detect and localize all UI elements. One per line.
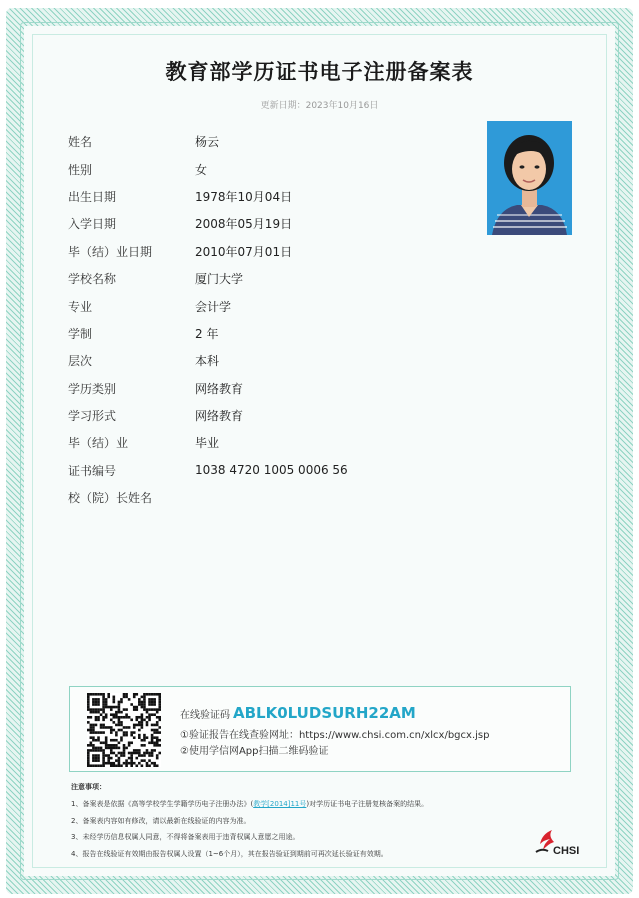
update-date: 更新日期：2023年10月16日 <box>260 101 379 111</box>
verification-code-line <box>180 704 416 722</box>
field-label: 学制 <box>68 326 93 341</box>
field-row-education-type <box>68 375 348 402</box>
chsi-logo <box>534 828 590 860</box>
field-label: 毕（结）业 <box>68 436 129 451</box>
field-label: 专业 <box>68 299 93 314</box>
field-row-president-name <box>68 484 348 511</box>
field-value: 会计学 <box>195 299 232 314</box>
verification-box <box>69 686 571 772</box>
portrait-photo <box>487 121 572 235</box>
field-value: 厦门大学 <box>195 272 244 287</box>
field-label: 毕（结）业日期 <box>68 244 153 259</box>
field-row-school <box>68 265 348 292</box>
field-label: 学校名称 <box>68 272 117 287</box>
field-value: 1978年10月04日 <box>195 189 293 204</box>
note-item-3: 3、未经学历信息权属人同意，不得将备案表用于违背权属人意愿之用途。 <box>71 833 300 841</box>
field-value: 2008年05月19日 <box>195 217 293 232</box>
document-title: 教育部学历证书电子注册备案表 <box>165 60 474 84</box>
verification-app-line: ②使用学信网App扫描二维码验证 <box>180 746 329 757</box>
regulation-link[interactable]: 教学[2014]11号 <box>253 800 307 808</box>
info-table <box>68 128 348 511</box>
field-value: 2010年07月01日 <box>195 244 293 259</box>
field-label: 证书编号 <box>68 463 117 478</box>
field-label: 入学日期 <box>68 217 117 232</box>
field-row-enrollment-date <box>68 210 348 237</box>
note-item-4: 4、报告在线验证有效期由报告权属人设置（1~6个月），其在报告验证到期前可再次延长验证有效期。 <box>71 849 388 858</box>
field-row-level <box>68 347 348 374</box>
notes-section <box>71 782 551 865</box>
field-row-study-form <box>68 402 348 429</box>
notes-title: 注意事项： <box>71 783 106 791</box>
field-label: 姓名 <box>68 135 93 150</box>
field-value: 网络教育 <box>195 409 244 424</box>
field-value: 女 <box>195 162 208 177</box>
portrait-illustration <box>487 121 572 235</box>
field-label: 层次 <box>68 354 93 369</box>
field-value: 1038 4720 1005 0006 56 <box>195 463 348 478</box>
field-row-birthdate <box>68 183 348 210</box>
note-item-1-text-post: )对学历证书电子注册复核备案的结果。 <box>306 800 429 808</box>
field-row-name <box>68 128 348 155</box>
note-item-1 <box>71 799 551 816</box>
field-row-graduation-date <box>68 238 348 265</box>
field-label: 校（院）长姓名 <box>68 491 153 506</box>
field-row-gender <box>68 155 348 182</box>
field-value: 网络教育 <box>195 381 244 396</box>
field-row-duration <box>68 320 348 347</box>
verification-code: ABLK0LUDSURH22AM <box>233 704 416 722</box>
verification-url-line: ①验证报告在线查验网址：https://www.chsi.com.cn/xlcx/bgcx.jsp <box>180 730 490 741</box>
field-row-graduation-status <box>68 429 348 456</box>
field-value: 本科 <box>195 354 220 369</box>
field-label: 出生日期 <box>68 189 117 204</box>
field-label: 性别 <box>68 162 93 177</box>
field-row-certificate-number <box>68 457 348 484</box>
note-item-1-text-pre: 1、备案表是依据《高等学校学生学籍学历电子注册办法》( <box>71 800 254 808</box>
qr-code-icon[interactable] <box>87 693 161 767</box>
field-label: 学历类别 <box>68 381 117 396</box>
field-value: 杨云 <box>195 135 220 150</box>
field-row-major <box>68 292 348 319</box>
verification-code-label: 在线验证码 <box>180 710 230 721</box>
field-value: 2 年 <box>195 326 219 341</box>
field-label: 学习形式 <box>68 409 117 424</box>
field-value: 毕业 <box>195 436 220 451</box>
chsi-logo-text: CHSI <box>553 845 580 857</box>
note-item-2: 2、备案表内容如有修改，请以最新在线验证的内容为准。 <box>71 816 251 825</box>
